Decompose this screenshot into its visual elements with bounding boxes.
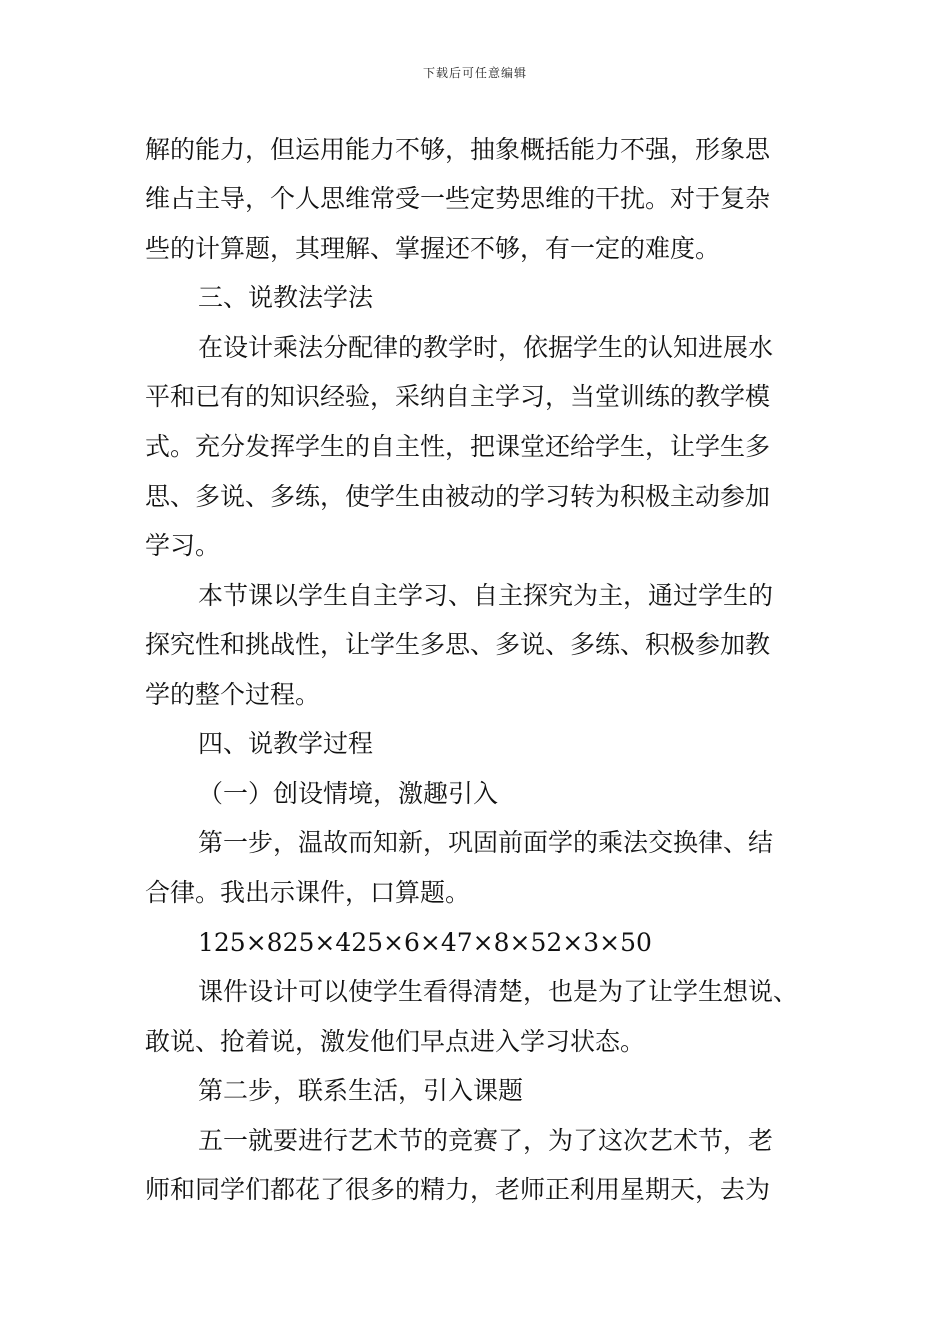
step-heading: 第二步，联系生活，引入课题	[198, 1076, 524, 1105]
section-heading: 四、说教学过程	[198, 729, 374, 758]
body-text-line: 些的计算题，其理解、掌握还不够，有一定的难度。	[145, 234, 721, 263]
body-text-line: 探究性和挑战性，让学生多思、多说、多练、积极参加教	[145, 630, 771, 659]
body-text-line: 本节课以学生自主学习、自主探究为主，通过学生的	[198, 581, 774, 610]
subsection-heading: （一）创设情境，激趣引入	[198, 779, 499, 808]
body-text-line: 学习。	[145, 531, 221, 560]
math-expression: 125×825×425×6×47×8×52×3×50	[198, 928, 652, 957]
page-header: 下载后可任意编辑	[422, 66, 527, 80]
body-text-line: 学的整个过程。	[145, 680, 321, 709]
section-heading: 三、说教法学法	[198, 283, 374, 312]
body-text-line: 思、多说、多练，使学生由被动的学习转为积极主动参加	[145, 482, 771, 511]
body-text-line: 课件设计可以使学生看得清楚，也是为了让学生想说、	[198, 977, 799, 1006]
body-text-line: 解的能力，但运用能力不够，抽象概括能力不强，形象思	[145, 135, 771, 164]
body-text-line: 维占主导，个人思维常受一些定势思维的干扰。对于复杂	[145, 184, 771, 213]
body-text-line: 敢说、抢着说，激发他们早点进入学习状态。	[145, 1027, 646, 1056]
body-text-line: 平和已有的知识经验，采纳自主学习，当堂训练的教学模	[145, 382, 771, 411]
body-text-line: 第一步，温故而知新，巩固前面学的乘法交换律、结	[198, 828, 774, 857]
body-text-line: 合律。我出示课件，口算题。	[145, 878, 471, 907]
body-text-line: 式。充分发挥学生的自主性，把课堂还给学生，让学生多	[145, 432, 771, 461]
body-text-line: 在设计乘法分配律的教学时，依据学生的认知进展水	[198, 333, 774, 362]
body-text-line: 五一就要进行艺术节的竞赛了，为了这次艺术节，老	[198, 1126, 774, 1155]
body-text-line: 师和同学们都花了很多的精力，老师正利用星期天，去为	[145, 1175, 771, 1204]
